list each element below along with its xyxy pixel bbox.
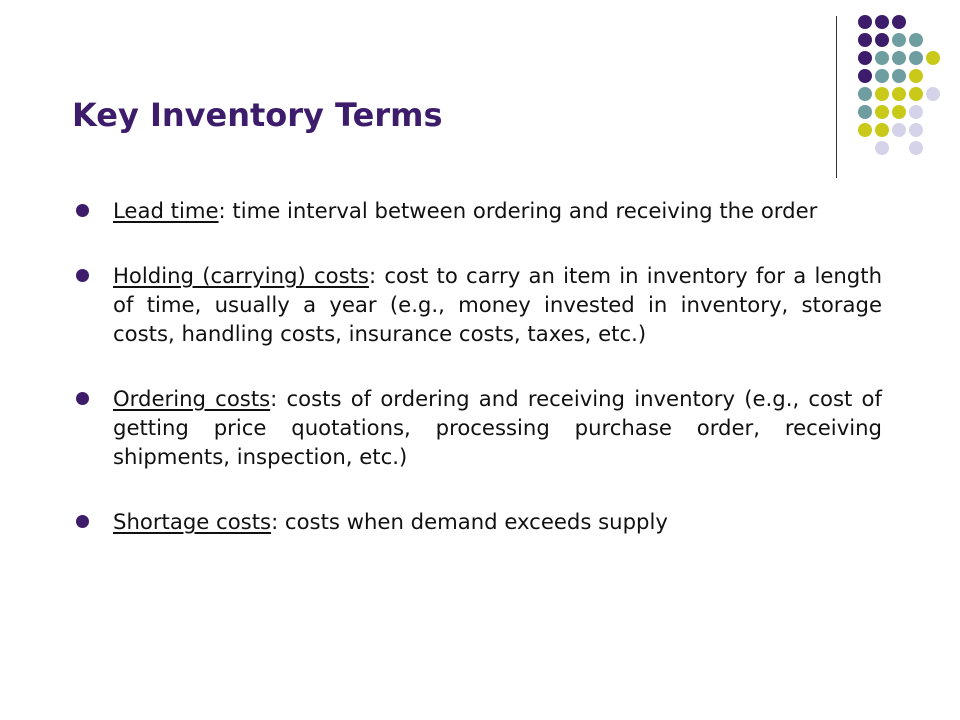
- decorative-dot: [858, 51, 872, 65]
- decorative-dot: [892, 69, 906, 83]
- decorative-dot: [926, 51, 940, 65]
- definition-lead-time: : time interval between ordering and receiving the order: [218, 198, 818, 223]
- definition-ordering-costs: : costs of ordering and receiving inventory (e.g., cost of getting price quotations, processing purchase order, receiving shipments, inspection, etc.): [113, 386, 882, 469]
- decorative-dot: [909, 51, 923, 65]
- decorative-dot: [909, 141, 923, 155]
- decorative-dot: [858, 33, 872, 47]
- decorative-dot: [909, 69, 923, 83]
- decorative-dot: [875, 141, 889, 155]
- decorative-dot: [875, 123, 889, 137]
- decorative-dot: [909, 33, 923, 47]
- decorative-dot: [926, 87, 940, 101]
- decorative-dot: [875, 87, 889, 101]
- decorative-dot: [858, 87, 872, 101]
- bullet-item-lead-time: [76, 196, 882, 225]
- bullet-list: [76, 196, 882, 536]
- decorative-dot: [875, 69, 889, 83]
- decorative-dot: [892, 33, 906, 47]
- definition-holding-costs: : cost to carry an item in inventory for a length of time, usually a year (e.g., money invested in inventory, storage costs, handling costs, insurance costs, taxes, etc.): [113, 263, 882, 346]
- bullet-item-ordering-costs: [76, 384, 882, 471]
- term-lead-time: Lead time: [113, 198, 219, 223]
- decorative-dot: [875, 33, 889, 47]
- decorative-dot: [892, 123, 906, 137]
- term-ordering-costs: Ordering costs: [113, 386, 271, 411]
- decorative-dot: [892, 87, 906, 101]
- decorative-dot: [875, 15, 889, 29]
- bullet-item-holding-costs: [76, 261, 882, 348]
- decorative-dot: [858, 123, 872, 137]
- term-shortage-costs: Shortage costs: [113, 509, 272, 534]
- slide-title: Key Inventory Terms: [72, 96, 443, 134]
- decorative-dot: [909, 87, 923, 101]
- decorative-dot: [875, 105, 889, 119]
- decorative-dot: [858, 69, 872, 83]
- decorative-dot: [875, 51, 889, 65]
- decorative-dot: [892, 51, 906, 65]
- vertical-divider: [836, 16, 837, 178]
- term-holding-costs: Holding (carrying) costs: [113, 263, 369, 288]
- decorative-dot: [858, 15, 872, 29]
- bullet-icon: [76, 269, 89, 282]
- bullet-icon: [76, 515, 89, 528]
- decorative-dot: [892, 15, 906, 29]
- decorative-dot: [858, 105, 872, 119]
- bullet-icon: [76, 392, 89, 405]
- decorative-dot: [892, 105, 906, 119]
- bullet-icon: [76, 204, 89, 217]
- decorative-dot: [909, 105, 923, 119]
- bullet-item-shortage-costs: [76, 507, 882, 536]
- decorative-dot: [909, 123, 923, 137]
- definition-shortage-costs: : costs when demand exceeds supply: [271, 509, 668, 534]
